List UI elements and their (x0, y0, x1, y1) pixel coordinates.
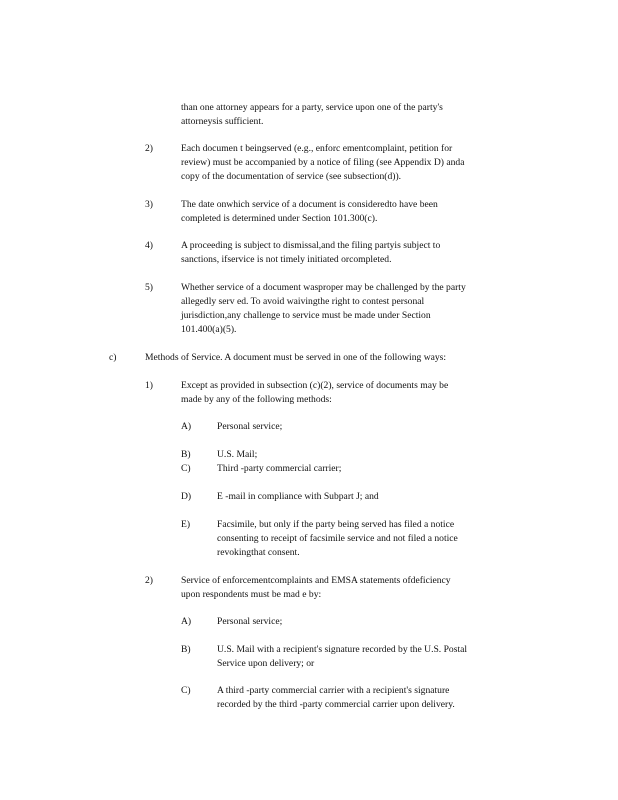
option-text (217, 684, 455, 712)
option-text (217, 518, 458, 560)
text-line: jurisdiction,any challenge to service must be made under Section (181, 310, 431, 321)
text-line: review) must be accompanied by a notice of filing (see Appendix D) anda (181, 157, 465, 168)
option-label: B) (181, 644, 191, 655)
option-text: Personal service; (217, 616, 283, 627)
option-label: C) (181, 685, 191, 696)
item-number: 5) (145, 282, 153, 293)
text-line: than one attorney appears for a party, service upon one of the party's (181, 102, 443, 113)
continuation-paragraph (181, 101, 443, 129)
item-4-paragraph (181, 239, 440, 267)
text-line: copy of the documentation of service (see subsection(d)). (181, 171, 402, 182)
text-line: Except as provided in subsection (c)(2), service of documents may be (181, 380, 449, 391)
text-line: A proceeding is subject to dismissal,and the filing partyis subject to (181, 240, 441, 251)
item-number: 3) (145, 199, 153, 210)
section-c-heading: Methods of Service. A document must be served in one of the following ways: (145, 352, 447, 363)
item-5-paragraph (181, 281, 466, 337)
item-3-paragraph (181, 198, 438, 226)
text-line: made by any of the following methods: (181, 394, 332, 405)
option-label: E) (181, 519, 191, 530)
text-line: Service of enforcementcomplaints and EMSA statements ofdeficiency (181, 575, 451, 586)
text-line: attorneysis sufficient. (181, 116, 264, 127)
item-number: 4) (145, 240, 153, 251)
text-line: allegedly serv ed. To avoid waivingthe right to contest personal (181, 296, 425, 307)
item-number: 2) (145, 143, 153, 154)
option-label: A) (181, 616, 192, 627)
option-text: Third -party commercial carrier; (217, 463, 342, 474)
sub1-paragraph (181, 379, 448, 407)
item-number: 1) (145, 380, 153, 391)
option-text: Personal service; (217, 421, 283, 432)
option-label: A) (181, 421, 192, 432)
option-label: C) (181, 463, 191, 474)
text-line: Facsimile, but only if the party being served has filed a notice (217, 519, 455, 530)
item-number: 2) (145, 575, 153, 586)
text-line: A third -party commercial carrier with a recipient's signature (217, 685, 450, 696)
text-line: Whether service of a document wasproper may be challenged by the party (181, 282, 466, 293)
text-line: revokingthat consent. (217, 547, 300, 558)
text-line: completed is determined under Section 101.300(c). (181, 213, 378, 224)
text-line: consenting to receipt of facsimile service and not filed a notice (217, 533, 458, 544)
option-text: E -mail in compliance with Subpart J; and (217, 491, 379, 502)
item-2-paragraph (181, 142, 464, 184)
option-text: U.S. Mail; (217, 449, 258, 460)
section-label: c) (109, 352, 117, 363)
option-text (217, 643, 467, 671)
text-line: Service upon delivery; or (217, 658, 315, 669)
sub2-paragraph (181, 574, 451, 602)
option-label: B) (181, 449, 191, 460)
text-line: sanctions, ifservice is not timely initiated orcompleted. (181, 254, 392, 265)
text-line: U.S. Mail with a recipient's signature recorded by the U.S. Postal (217, 644, 468, 655)
text-line: Each documen t beingserved (e.g., enforc ementcomplaint, petition for (181, 143, 453, 154)
text-line: The date onwhich service of a document is consideredto have been (181, 199, 438, 210)
option-label: D) (181, 491, 192, 502)
text-line: recorded by the third -party commercial carrier upon delivery. (217, 699, 455, 710)
text-line: 101.400(a)(5). (181, 324, 237, 335)
text-line: upon respondents must be mad e by: (181, 589, 322, 600)
